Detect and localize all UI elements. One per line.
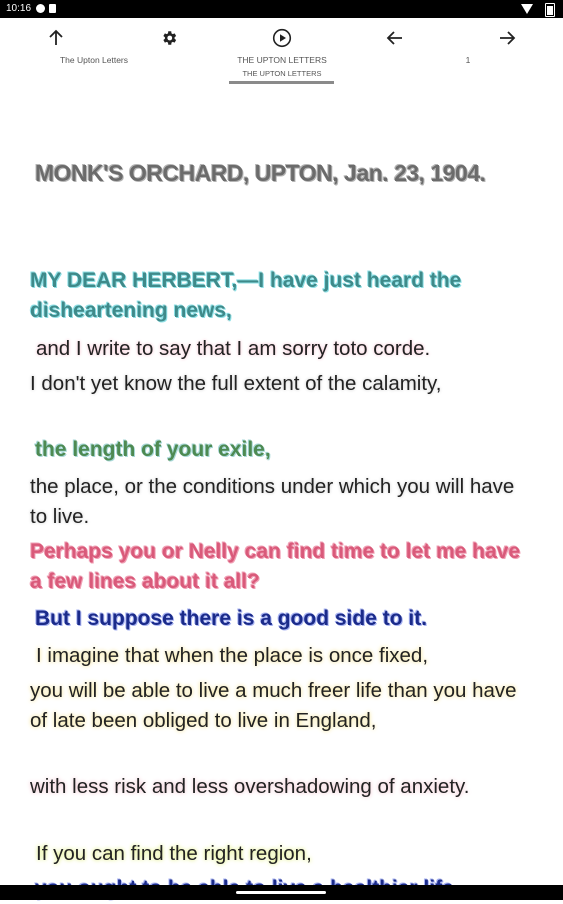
system-navigation-bar xyxy=(0,885,563,900)
paragraph-5: the place, or the conditions under which you will have to live. xyxy=(30,475,515,528)
page-number: 1 xyxy=(465,55,471,65)
chapter-title[interactable]: THE UPTON LETTERS xyxy=(237,55,327,65)
letter-heading: MONK'S ORCHARD, UPTON, Jan. 23, 1904. xyxy=(35,160,486,186)
wifi-icon xyxy=(521,4,533,14)
battery-icon xyxy=(545,3,555,17)
arrow-up-icon[interactable] xyxy=(44,26,68,50)
play-circle-icon[interactable] xyxy=(270,26,294,50)
paragraph-8: I imagine that when the place is once fixed, xyxy=(36,644,429,667)
sd-card-icon xyxy=(49,4,56,13)
book-title-label[interactable]: The Upton Letters xyxy=(59,55,129,65)
arrow-back-icon[interactable] xyxy=(383,26,407,50)
paragraph-3: I don't yet know the full extent of the calamity, xyxy=(30,372,442,395)
settings-gear-icon[interactable] xyxy=(157,26,181,50)
paragraph-2: and I write to say that I am sorry toto corde. xyxy=(36,337,431,360)
reader-content[interactable] xyxy=(0,88,563,885)
paragraph-10: with less risk and less overshadowing of anxiety. xyxy=(30,775,470,798)
paragraph-7: But I suppose there is a good side to it. xyxy=(35,607,428,630)
paragraph-6: Perhaps you or Nelly can find time to let me have a few lines about it all? xyxy=(30,540,521,593)
home-gesture-handle[interactable] xyxy=(236,891,326,894)
active-tab-indicator xyxy=(229,81,334,84)
paragraph-9: you will be able to live a much freer life than you have of late been obliged to live in England, xyxy=(30,679,517,732)
reader-toolbar xyxy=(0,18,563,88)
arrow-forward-icon[interactable] xyxy=(495,26,519,50)
paragraph-4: the length of your exile, xyxy=(35,438,271,461)
notification-icon xyxy=(36,4,45,13)
paragraph-11: If you can find the right region, xyxy=(36,842,312,865)
status-bar xyxy=(0,0,563,18)
paragraph-1: MY DEAR HERBERT,—I have just heard the disheartening news, xyxy=(30,269,462,322)
chapter-subtitle: THE UPTON LETTERS xyxy=(242,69,322,78)
status-time: 10:16 xyxy=(6,3,32,14)
